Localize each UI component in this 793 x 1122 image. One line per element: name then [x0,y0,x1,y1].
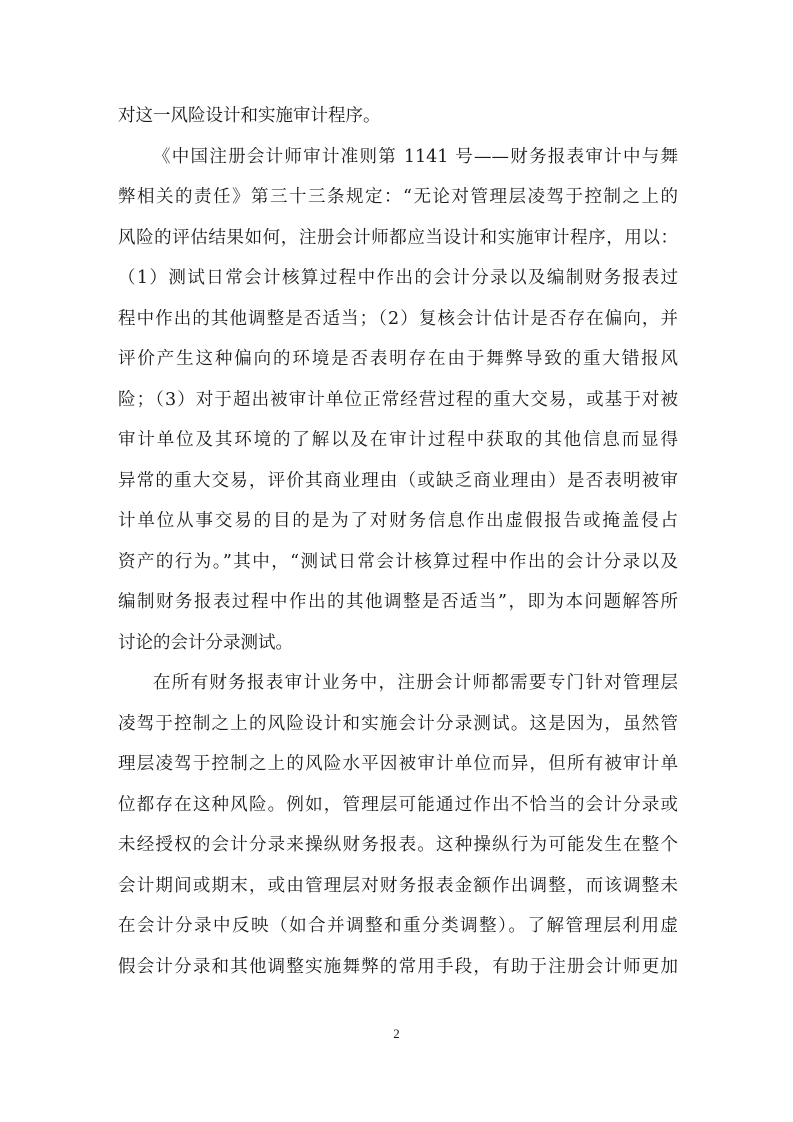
paragraph-line: 讨论的会计分录测试。 [118,632,293,653]
paragraph-line: 《中国注册会计师审计准则第 1141 号——财务报表审计中与舞 [153,146,678,167]
paragraph-line: 异常的重大交易，评价其商业理由（或缺乏商业理由）是否表明被审 [118,470,678,491]
body-text [118,96,678,987]
paragraph-line: 理层凌驾于控制之上的风险水平因被审计单位而异，但所有被审计单 [118,754,678,774]
paragraph-line: 程中作出的其他调整是否适当；（2）复核会计估计是否存在偏向，并 [118,308,678,329]
paragraph-line: 弊相关的责任》第三十三条规定：“无论对管理层凌驾于控制之上的 [118,187,678,207]
paragraph-line: （1）测试日常会计核算过程中作出的会计分录以及编制财务报表过 [118,268,678,288]
paragraph-line: 假会计分录和其他调整实施舞弊的常用手段，有助于注册会计师更加 [118,956,678,977]
paragraph-line: 未经授权的会计分录来操纵财务报表。这种操纵行为可能发生在整个 [118,835,678,855]
paragraph-line: 会计期间或期末，或由管理层对财务报表金额作出调整，而该调整未 [118,875,678,896]
paragraph-line: 编制财务报表过程中作出的其他调整是否适当”，即为本问题解答所 [118,592,678,612]
paragraph-line: 位都存在这种风险。例如，管理层可能通过作出不恰当的会计分录或 [118,794,678,815]
paragraph-line: 资产的行为。”其中，“测试日常会计核算过程中作出的会计分录以及 [118,551,678,572]
paragraph-line: 凌驾于控制之上的风险设计和实施会计分录测试。这是因为，虽然管 [118,713,678,734]
paragraph-line: 在会计分录中反映（如合并调整和重分类调整）。了解管理层利用虚 [118,916,678,936]
paragraph-line: 在所有财务报表审计业务中，注册会计师都需要专门针对管理层 [153,673,678,693]
paragraph-line: 审计单位及其环境的了解以及在审计过程中获取的其他信息而显得 [118,430,678,450]
paragraph-line: 风险的评估结果如何，注册会计师都应当设计和实施审计程序，用以： [118,227,678,248]
page-number: 2 [393,1026,400,1041]
paragraph-line: 对这一风险设计和实施审计程序。 [118,106,381,126]
paragraph-line: 评价产生这种偏向的环境是否表明存在由于舞弊导致的重大错报风 [118,349,678,369]
paragraph-line: 险；（3）对于超出被审计单位正常经营过程的重大交易，或基于对被 [118,389,678,410]
paragraph-line: 计单位从事交易的目的是为了对财务信息作出虚假报告或掩盖侵占 [118,511,678,531]
